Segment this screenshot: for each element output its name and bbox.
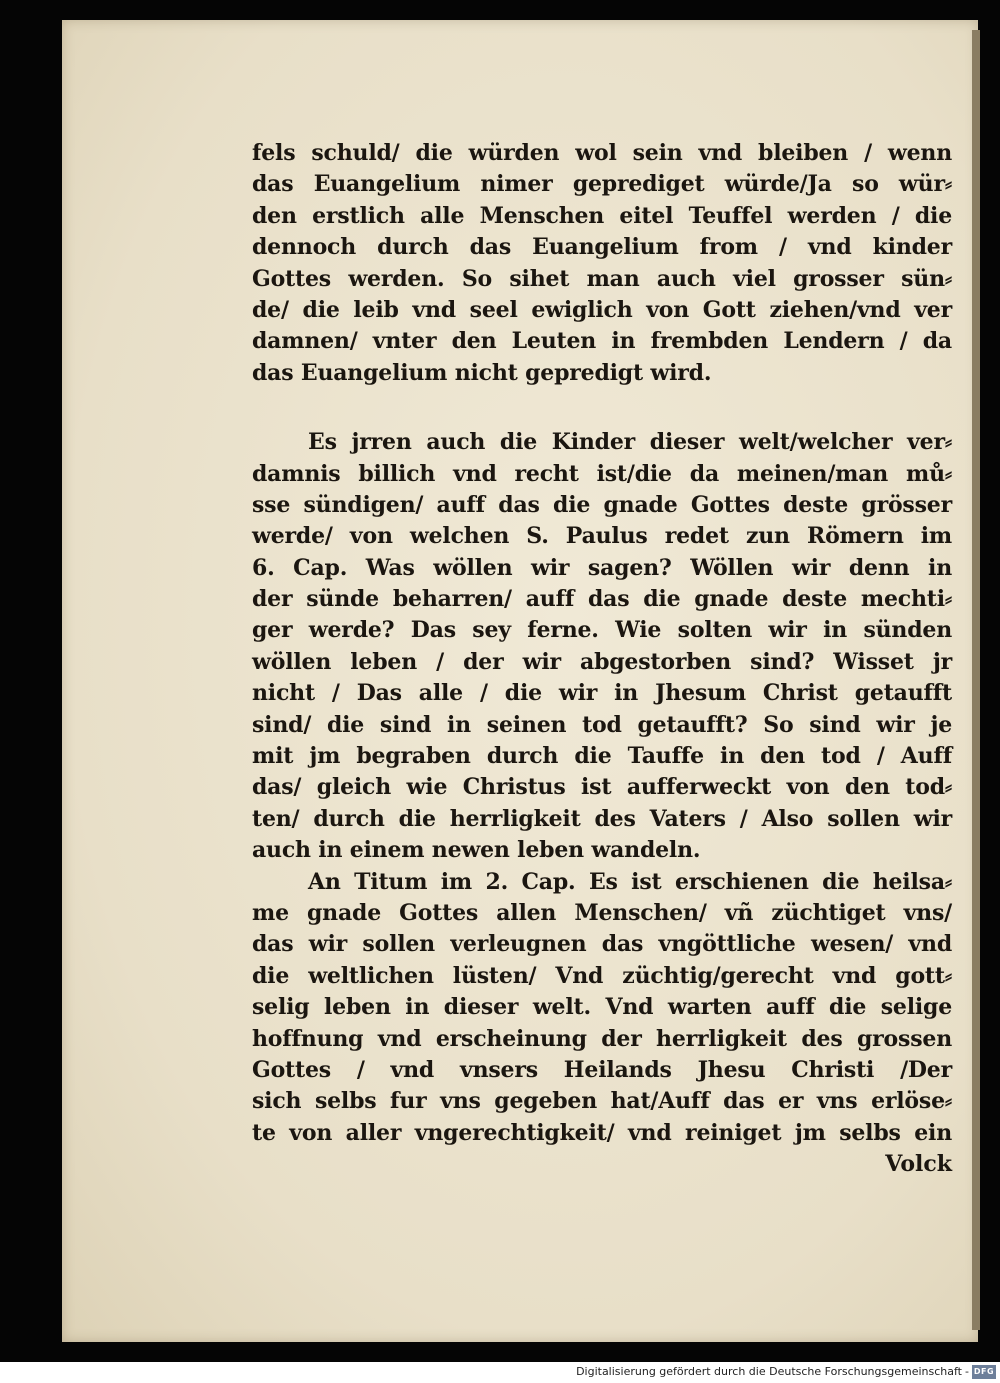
text-line: die weltlichen lüsten/ Vnd züchtig/gerecht vnd gott⸗	[252, 962, 952, 989]
footer-separator: -	[965, 1365, 969, 1378]
text-line: damnis billich vnd recht ist/die da meinen/man mů⸗	[252, 460, 952, 487]
text-line: Gottes werden. So sihet man auch viel grosser sün⸗	[252, 265, 952, 292]
text-line: der sünde beharren/ auff das die gnade deste mechti⸗	[252, 586, 952, 613]
text-line: ten/ durch die herrligkeit des Vaters / Also sollen wir	[252, 805, 952, 832]
text-line: Es jrren auch die Kinder dieser welt/welcher ver⸗	[308, 429, 952, 456]
text-line: wöllen leben / der wir abgestorben sind? Wisset jr	[252, 648, 952, 675]
text-line: me gnade Gottes allen Menschen/ vñ züchtiget vns/	[252, 899, 952, 926]
text-line: selig leben in dieser welt. Vnd warten auff die selige	[252, 994, 952, 1021]
paragraph-gap	[252, 389, 952, 427]
page-edge	[972, 30, 980, 1330]
text-line: Gottes / vnd vnsers Heilands Jhesu Christi /Der	[252, 1056, 952, 1083]
text-line: 6. Cap. Was wöllen wir sagen? Wöllen wir denn in	[252, 554, 952, 581]
text-line: fels schuld/ die würden wol sein vnd bleiben / wenn	[252, 140, 952, 166]
text-line: sich selbs fur vns gegeben hat/Auff das er vns erlöse⸗	[252, 1088, 952, 1115]
text-line: das Euangelium nicht gepredigt wird.	[252, 359, 712, 386]
text-line: An Titum im 2. Cap. Es ist erschienen die heilsa⸗	[308, 868, 952, 895]
text-line: werde/ von welchen S. Paulus redet zun Römern im	[252, 523, 952, 550]
footer-bar	[0, 1362, 1000, 1383]
text-line: sse sündigen/ auff das die gnade Gottes deste grösser	[252, 491, 952, 518]
text-line: mit jm begraben durch die Tauffe in den tod / Auff	[252, 743, 952, 770]
text-line: dennoch durch das Euangelium from / vnd kinder	[252, 234, 952, 261]
catchword: Volck	[885, 1151, 952, 1178]
text-line: te von aller vngerechtigkeit/ vnd reiniget jm selbs ein	[252, 1119, 952, 1146]
text-line: de/ die leib vnd seel ewiglich von Gott ziehen/vnd ver	[252, 296, 952, 323]
text-line: damnen/ vnter den Leuten in frembden Lendern / da	[252, 328, 952, 355]
page-text-block	[252, 138, 952, 1180]
text-line: ger werde? Das sey ferne. Wie solten wir in sünden	[252, 617, 952, 644]
text-line: das Euangelium nimer geprediget würde/Ja so wür⸗	[252, 171, 952, 198]
text-line: das wir sollen verleugnen das vngöttliche wesen/ vnd	[252, 931, 952, 958]
text-line: hoffnung vnd erscheinung der herrligkeit des grossen	[252, 1025, 952, 1052]
funding-credit: Digitalisierung gefördert durch die Deutsche Forschungsgemeinschaft	[576, 1365, 962, 1378]
text-line: sind/ die sind in seinen tod getaufft? So sind wir je	[252, 711, 952, 738]
text-line: den erstlich alle Menschen eitel Teuffel werden / die	[252, 202, 952, 229]
text-line: das/ gleich wie Christus ist aufferweckt von den tod⸗	[252, 774, 952, 801]
text-line: auch in einem newen leben wandeln.	[252, 837, 701, 864]
dfg-logo-icon: DFG	[972, 1365, 996, 1379]
text-line: nicht / Das alle / die wir in Jhesum Christ getaufft	[252, 680, 952, 707]
